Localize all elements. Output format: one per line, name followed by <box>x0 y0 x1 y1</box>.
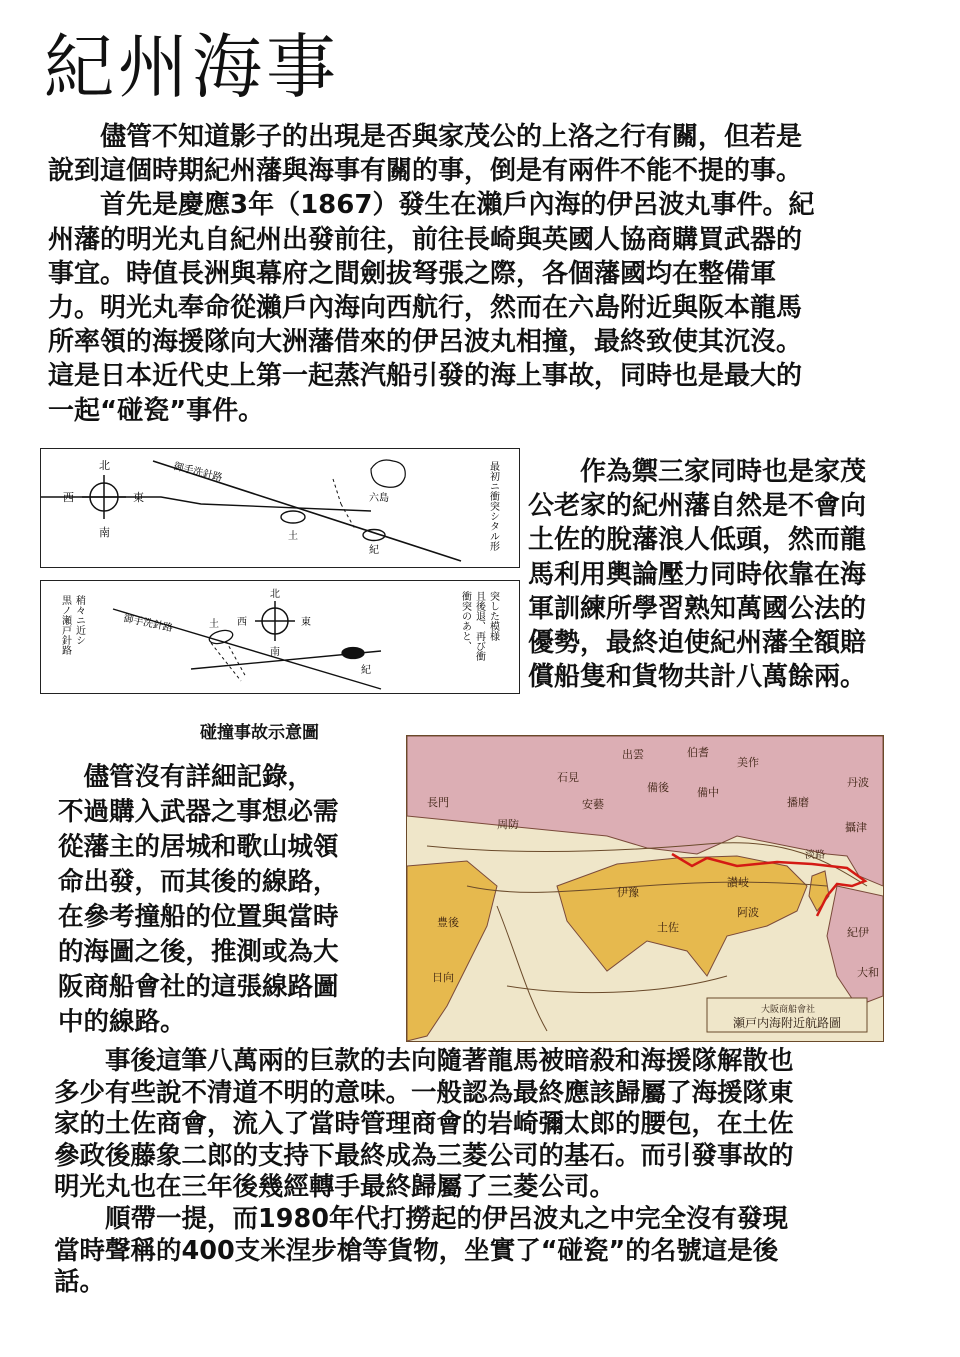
text-line: 馬利用輿論壓力同時依靠在海 <box>528 559 867 590</box>
map-title: 瀬戸内海附近航路圖 <box>733 1016 842 1030</box>
dashed-track <box>211 643 241 681</box>
island-label: 六島 <box>369 493 389 504</box>
text-line: 軍訓練所學習熟知萬國公法的 <box>528 593 867 624</box>
region-label: 豊後 <box>437 916 459 929</box>
text-line: 話。 <box>54 1267 106 1298</box>
side-note: 最初ニ衝突シタル形 <box>487 461 499 551</box>
dashed-track <box>333 479 341 504</box>
text-line: 儘管沒有詳細記錄， <box>58 762 314 792</box>
region-label: 石見 <box>557 771 579 784</box>
route-map <box>406 735 884 1042</box>
text-line: 事宜。時值長洲與幕府之間劍拔弩張之際，各個藩國均在整備軍 <box>48 258 777 289</box>
left-paragraph <box>58 760 398 1040</box>
compass-north: 北 <box>270 589 280 600</box>
region-label: 周防 <box>497 818 519 831</box>
ship-kishu-label: 紀 <box>361 665 371 676</box>
intro-paragraphs <box>48 120 908 428</box>
side-note-2: 且後退、再び衝 <box>473 591 485 661</box>
text-line: 命出發，而其後的線路， <box>58 867 339 897</box>
text-line: 所率領的海援隊向大洲藩借來的伊呂波丸相撞，最終致使其沉沒。 <box>48 327 803 358</box>
side-note-3: 突した模様 <box>487 591 499 641</box>
compass-west: 西 <box>63 491 74 504</box>
text-line: 中的線路。 <box>58 1007 186 1037</box>
side-note-1: 衝突のあと、 <box>459 591 471 651</box>
text-line: 從藩主的居城和歌山城領 <box>58 832 339 862</box>
text-line: 土佐的脫藩浪人低頭，然而龍 <box>528 525 867 556</box>
route-label: 御手洗針路 <box>172 461 224 485</box>
text-line: 參政後藤象二郎的支持下最終成為三菱公司的基石。而引發事故的 <box>54 1140 794 1171</box>
map-publisher: 大阪商船會社 <box>761 1005 816 1015</box>
text-line: 優勢，最終迫使紀州藩全額賠 <box>528 628 867 659</box>
text-line: 多少有些說不清道不明的意味。一般認為最終應該歸屬了海援隊東 <box>54 1077 794 1108</box>
right-paragraph <box>528 455 918 694</box>
region-label: 備中 <box>697 786 719 799</box>
text-line: 阪商船會社的這張線路圖 <box>58 972 339 1002</box>
text-line: 儘管不知道影子的出現是否與家茂公的上洛之行有關，但若是 <box>48 122 803 152</box>
region-label: 大和 <box>857 966 879 979</box>
compass-north: 北 <box>99 459 110 472</box>
text-line: 公老家的紀州藩自然是不會向 <box>528 491 867 522</box>
text-line: 一起“碰瓷”事件。 <box>48 395 265 426</box>
ship-kishu <box>342 648 364 659</box>
text-line: 這是日本近代史上第一起蒸汽船引發的海上事故，同時也是最大的 <box>48 361 803 392</box>
text-line: 事後這筆八萬兩的巨款的去向隨著龍馬被暗殺和海援隊解散也 <box>54 1046 794 1076</box>
text-line: 明光丸也在三年後幾經轉手最終歸屬了三菱公司。 <box>54 1172 616 1203</box>
route-map-svg <box>407 736 883 1041</box>
compass-south: 南 <box>99 526 110 539</box>
text-line: 償船隻和貨物共計八萬餘兩。 <box>528 662 867 693</box>
region-label: 出雲 <box>622 748 644 761</box>
ship-tosa-label: 土 <box>209 619 219 630</box>
left-note-2: 稍々ニ近シ <box>73 595 85 645</box>
ship-tosa <box>281 511 305 523</box>
region-label: 播磨 <box>787 796 809 809</box>
collision-diagram-first <box>40 448 520 568</box>
compass-west: 西 <box>237 617 247 628</box>
page-title: 紀州海事 <box>44 26 340 108</box>
compass-east: 東 <box>301 617 311 628</box>
island-outline <box>371 460 405 487</box>
region-label: 伊豫 <box>617 886 639 899</box>
text-line: 州藩的明光丸自紀州出發前往，前往長崎與英國人協商購買武器的 <box>48 224 803 255</box>
region-label: 讃岐 <box>727 876 749 889</box>
text-line: 首先是慶應3年（1867）發生在瀨戶內海的伊呂波丸事件。紀 <box>48 190 815 221</box>
diagram-caption: 碰撞事故示意圖 <box>200 723 319 743</box>
region-label: 伯耆 <box>687 746 709 759</box>
collision-diagram-second-svg <box>41 581 519 693</box>
text-line: 當時聲稱的400支米涅步槍等貨物，坐實了“碰瓷”的名號這是後 <box>54 1235 779 1266</box>
region-label: 安藝 <box>582 798 604 811</box>
text-line: 不過購入武器之事想必需 <box>58 797 339 827</box>
region-label: 日向 <box>432 971 454 984</box>
text-line: 順帶一提，而1980年代打撈起的伊呂波丸之中完全沒有發現 <box>54 1203 788 1234</box>
region-label: 美作 <box>737 756 759 769</box>
text-line: 說到這個時期紀州藩與海事有關的事，倒是有兩件不能不提的事。 <box>48 156 803 187</box>
bottom-paragraphs <box>54 1046 914 1299</box>
region-label: 丹波 <box>847 776 869 789</box>
text-line: 的海圖之後，推測或為大 <box>58 937 339 967</box>
route-label: 御手洗針路 <box>122 613 174 635</box>
text-line: 力。明光丸奉命從瀨戶內海向西航行，然而在六島附近與阪本龍馬 <box>48 293 803 324</box>
region-label: 備後 <box>647 781 669 794</box>
left-note-1: 黒ノ瀬戸針路 <box>59 595 71 655</box>
region-label: 紀伊 <box>847 926 869 939</box>
collision-diagram-first-svg <box>41 449 519 567</box>
region-label: 淡路 <box>805 850 825 861</box>
text-line: 作為禦三家同時也是家茂 <box>528 457 867 487</box>
ship-tosa-label: 土 <box>288 531 298 542</box>
text-line: 在參考撞船的位置與當時 <box>58 902 339 932</box>
collision-diagram-second <box>40 580 520 694</box>
compass-south: 南 <box>270 647 280 658</box>
text-line: 家的土佐商會，流入了當時管理商會的岩崎彌太郎的腰包，在土佐 <box>54 1109 794 1140</box>
ship-kishu-label: 紀 <box>369 545 379 556</box>
region-label: 阿波 <box>737 906 759 919</box>
region-label: 長門 <box>427 796 449 809</box>
compass-east: 東 <box>133 491 144 504</box>
region-label: 土佐 <box>657 921 679 934</box>
dashed-track <box>341 504 355 529</box>
region-label: 攝津 <box>845 821 867 834</box>
